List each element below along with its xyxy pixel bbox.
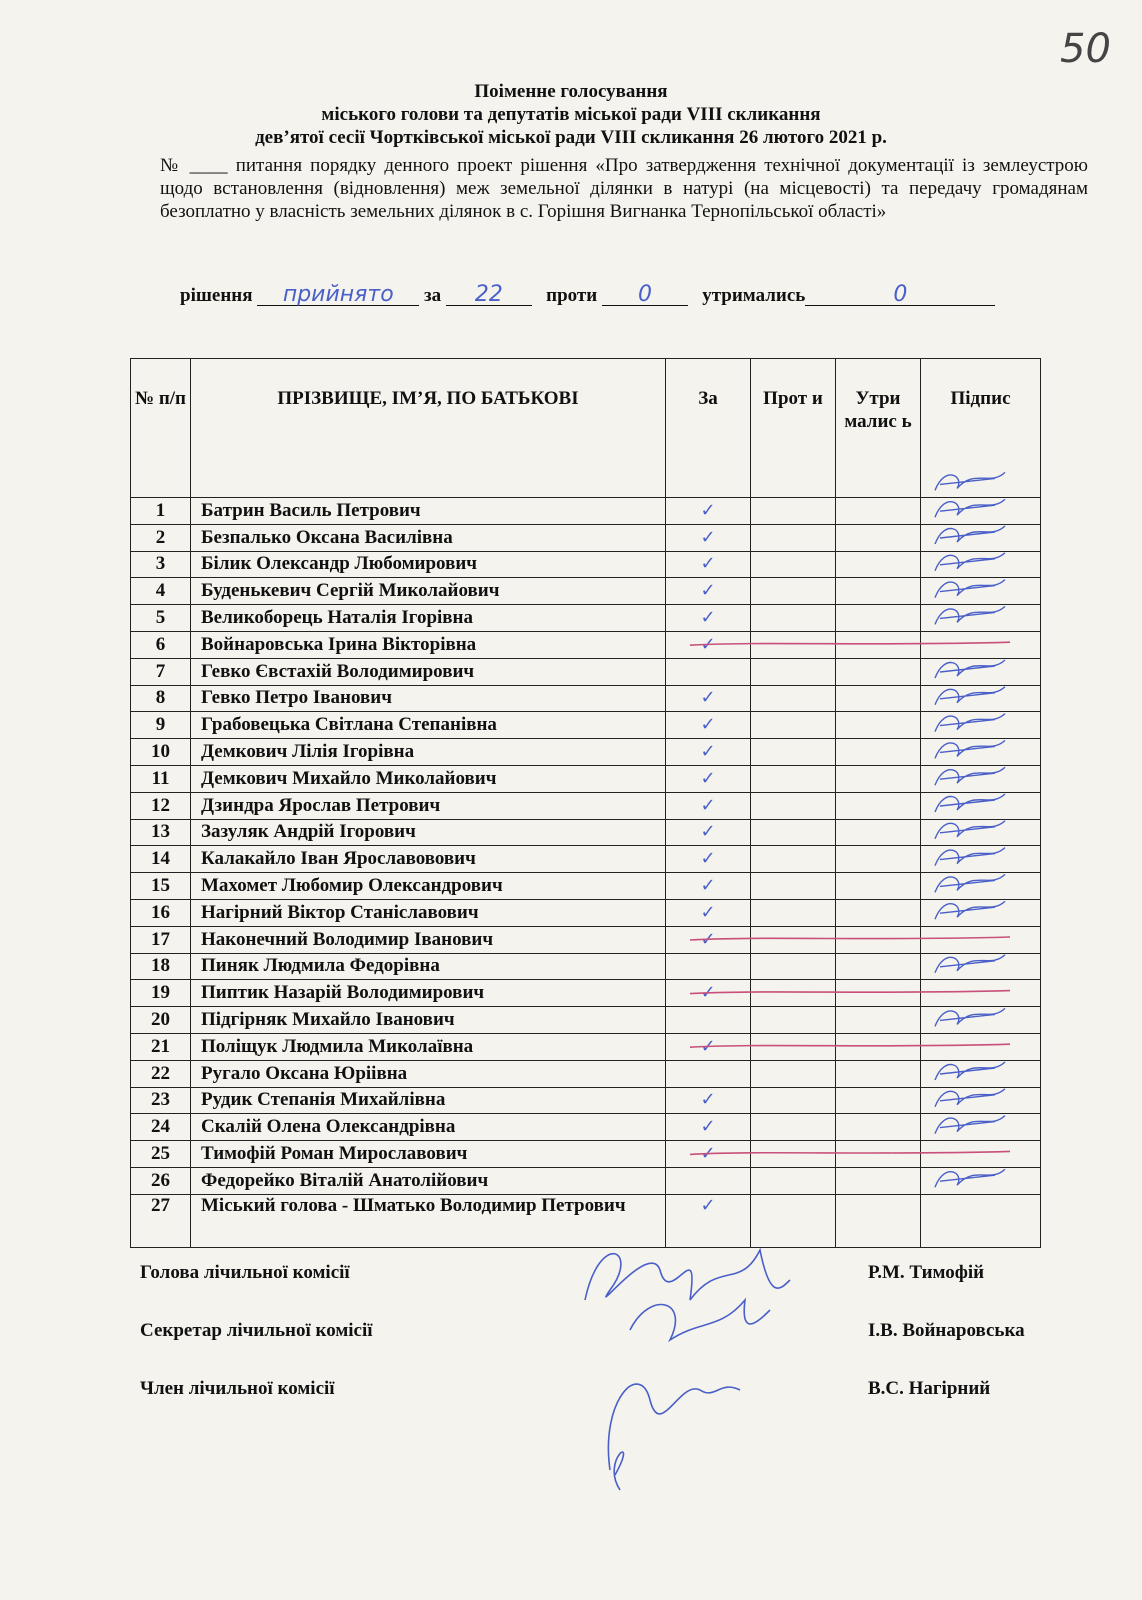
header-abstain: Утри малис ь — [836, 359, 921, 498]
vote-abstain-cell — [836, 739, 921, 766]
vote-abstain-cell — [836, 1060, 921, 1087]
row-number: 26 — [131, 1167, 191, 1194]
signature-cell — [921, 739, 1041, 766]
member-name: Великоборець Наталія Ігорівна — [191, 605, 666, 632]
signature-cell — [921, 1007, 1041, 1034]
table-row — [131, 498, 1041, 525]
vote-against-cell — [751, 1194, 836, 1247]
member-name: Дзиндра Ярослав Петрович — [191, 792, 666, 819]
for-count: 22 — [446, 285, 532, 306]
signature-cell — [921, 631, 1041, 658]
table-row — [131, 685, 1041, 712]
table-row — [131, 551, 1041, 578]
vote-for-cell — [666, 953, 751, 980]
vote-abstain-cell — [836, 1033, 921, 1060]
member-name: Батрин Василь Петрович — [191, 498, 666, 525]
table-row — [131, 605, 1041, 632]
vote-against-cell — [751, 792, 836, 819]
table-row — [131, 899, 1041, 926]
vote-abstain-cell — [836, 846, 921, 873]
member-name: Підгірняк Михайло Іванович — [191, 1007, 666, 1034]
row-number: 20 — [131, 1007, 191, 1034]
commission-signature-chair — [585, 1250, 790, 1300]
vote-for-cell: ✓ — [666, 873, 751, 900]
signature-cell — [921, 524, 1041, 551]
table-row — [131, 792, 1041, 819]
row-number: 19 — [131, 980, 191, 1007]
signature-cell — [921, 1194, 1041, 1247]
commission-signatures — [585, 1250, 790, 1490]
row-number: 13 — [131, 819, 191, 846]
table-header-row — [131, 359, 1041, 498]
table-row — [131, 1141, 1041, 1168]
row-number: 3 — [131, 551, 191, 578]
row-number: 8 — [131, 685, 191, 712]
row-number: 25 — [131, 1141, 191, 1168]
row-number: 17 — [131, 926, 191, 953]
vote-for-cell: ✓ — [666, 1194, 751, 1247]
vote-against-cell — [751, 739, 836, 766]
signature-cell — [921, 685, 1041, 712]
vote-against-cell — [751, 1087, 836, 1114]
vote-abstain-cell — [836, 899, 921, 926]
title-line-1: Поіменне голосування — [474, 81, 668, 102]
vote-against-cell — [751, 1060, 836, 1087]
vote-abstain-cell — [836, 605, 921, 632]
signature-cell — [921, 926, 1041, 953]
row-number: 27 — [131, 1194, 191, 1247]
row-number: 1 — [131, 498, 191, 525]
vote-for-cell: ✓ — [666, 1141, 751, 1168]
agenda-question: № ____ питання порядку денного проект рішення «Про затвердження технічної документації із землеустрою щодо встановлення (відновлення) меж земельної ділянки в натурі (на місцевості) та передачу громадянам безоплатно у власність земельних ділянок в с. Горішня Вигнанка Тернопільської області» — [160, 155, 1088, 222]
member-name: Безпалько Оксана Василівна — [191, 524, 666, 551]
vote-against-cell — [751, 1007, 836, 1034]
abstain-count: 0 — [805, 285, 995, 306]
table-row — [131, 873, 1041, 900]
vote-against-cell — [751, 1167, 836, 1194]
vote-for-cell: ✓ — [666, 712, 751, 739]
vote-for-cell: ✓ — [666, 578, 751, 605]
row-number: 21 — [131, 1033, 191, 1060]
table-row — [131, 631, 1041, 658]
vote-against-cell — [751, 1141, 836, 1168]
commission-name-2: І.В. Войнаровська — [868, 1320, 1025, 1341]
vote-against-cell — [751, 524, 836, 551]
table-row — [131, 819, 1041, 846]
commission-role-2: Секретар лічильної комісії — [140, 1320, 373, 1341]
member-name: Пиняк Людмила Федорівна — [191, 953, 666, 980]
vote-abstain-cell — [836, 1114, 921, 1141]
vote-against-cell — [751, 1033, 836, 1060]
vote-abstain-cell — [836, 1141, 921, 1168]
member-name: Буденькевич Сергій Миколайович — [191, 578, 666, 605]
vote-for-cell: ✓ — [666, 739, 751, 766]
member-name: Ругало Оксана Юріівна — [191, 1060, 666, 1087]
against-label: проти — [546, 285, 598, 306]
member-name: Демкович Лілія Ігорівна — [191, 739, 666, 766]
row-number: 9 — [131, 712, 191, 739]
signature-cell — [921, 953, 1041, 980]
votes-table — [130, 358, 1041, 1248]
vote-against-cell — [751, 980, 836, 1007]
row-number: 15 — [131, 873, 191, 900]
vote-for-cell: ✓ — [666, 792, 751, 819]
row-number: 5 — [131, 605, 191, 632]
vote-for-cell: ✓ — [666, 980, 751, 1007]
vote-against-cell — [751, 685, 836, 712]
vote-against-cell — [751, 873, 836, 900]
member-name: Тимофій Роман Мирославович — [191, 1141, 666, 1168]
vote-against-cell — [751, 605, 836, 632]
vote-against-cell — [751, 846, 836, 873]
vote-abstain-cell — [836, 551, 921, 578]
vote-for-cell — [666, 658, 751, 685]
member-name: Демкович Михайло Миколайович — [191, 765, 666, 792]
row-number: 7 — [131, 658, 191, 685]
row-number: 18 — [131, 953, 191, 980]
member-name: Гевко Євстахій Володимирович — [191, 658, 666, 685]
row-number: 11 — [131, 765, 191, 792]
title-line-3: дев’ятої сесії Чортківської міської ради VIII скликання 26 лютого 2021 р. — [255, 127, 887, 148]
table-row — [131, 1087, 1041, 1114]
vote-for-cell: ✓ — [666, 1087, 751, 1114]
signature-cell — [921, 819, 1041, 846]
member-name: Грабовецька Світлана Степанівна — [191, 712, 666, 739]
row-number: 6 — [131, 631, 191, 658]
vote-abstain-cell — [836, 765, 921, 792]
vote-against-cell — [751, 899, 836, 926]
table-row — [131, 1033, 1041, 1060]
vote-against-cell — [751, 578, 836, 605]
row-number: 12 — [131, 792, 191, 819]
vote-abstain-cell — [836, 819, 921, 846]
member-name: Наконечний Володимир Іванович — [191, 926, 666, 953]
row-number: 22 — [131, 1060, 191, 1087]
table-row — [131, 953, 1041, 980]
signature-cell — [921, 1060, 1041, 1087]
commission-name-3: В.С. Нагірний — [868, 1378, 991, 1399]
header-signature: Підпис — [921, 359, 1041, 498]
signature-cell — [921, 658, 1041, 685]
vote-abstain-cell — [836, 1194, 921, 1247]
commission-signature-secretary — [630, 1300, 770, 1340]
member-name: Пиптик Назарій Володимирович — [191, 980, 666, 1007]
table-row — [131, 1167, 1041, 1194]
vote-abstain-cell — [836, 980, 921, 1007]
signature-cell — [921, 1167, 1041, 1194]
header-num: № п/п — [131, 359, 191, 498]
table-row — [131, 739, 1041, 766]
commission-role-1: Голова лічильної комісії — [140, 1262, 350, 1283]
vote-abstain-cell — [836, 685, 921, 712]
signature-cell — [921, 1141, 1041, 1168]
abstain-label: утримались — [702, 285, 806, 306]
vote-abstain-cell — [836, 792, 921, 819]
table-row — [131, 765, 1041, 792]
signature-cell — [921, 551, 1041, 578]
signature-cell — [921, 1087, 1041, 1114]
table-row — [131, 1114, 1041, 1141]
row-number: 16 — [131, 899, 191, 926]
signature-cell — [921, 605, 1041, 632]
signature-cell — [921, 899, 1041, 926]
row-number: 14 — [131, 846, 191, 873]
vote-abstain-cell — [836, 1087, 921, 1114]
table-row — [131, 712, 1041, 739]
row-number: 10 — [131, 739, 191, 766]
signature-cell — [921, 498, 1041, 525]
decision-result: прийнято — [257, 285, 419, 306]
vote-for-cell — [666, 1060, 751, 1087]
vote-against-cell — [751, 819, 836, 846]
member-name: Нагірний Віктор Станіславович — [191, 899, 666, 926]
table-row — [131, 1060, 1041, 1087]
vote-against-cell — [751, 1114, 836, 1141]
commission-name-1: Р.М. Тимофій — [868, 1262, 985, 1283]
member-name: Зазуляк Андрій Ігорович — [191, 819, 666, 846]
decision-summary — [180, 282, 995, 307]
vote-abstain-cell — [836, 1167, 921, 1194]
signature-cell — [921, 792, 1041, 819]
commission-signature-member — [608, 1384, 740, 1490]
member-name: Білик Олександр Любомирович — [191, 551, 666, 578]
signature-cell — [921, 980, 1041, 1007]
vote-abstain-cell — [836, 712, 921, 739]
vote-against-cell — [751, 658, 836, 685]
vote-for-cell — [666, 1167, 751, 1194]
row-number: 24 — [131, 1114, 191, 1141]
vote-against-cell — [751, 551, 836, 578]
signature-cell — [921, 846, 1041, 873]
signature-cell — [921, 578, 1041, 605]
vote-abstain-cell — [836, 524, 921, 551]
header-against: Прот и — [751, 359, 836, 498]
member-name: Гевко Петро Іванович — [191, 685, 666, 712]
vote-abstain-cell — [836, 953, 921, 980]
against-count: 0 — [602, 285, 688, 306]
table-row — [131, 578, 1041, 605]
decision-label: рішення — [180, 285, 253, 306]
table-row — [131, 1007, 1041, 1034]
vote-for-cell: ✓ — [666, 1033, 751, 1060]
vote-for-cell: ✓ — [666, 846, 751, 873]
vote-against-cell — [751, 765, 836, 792]
table-row — [131, 846, 1041, 873]
member-name: Поліщук Людмила Миколаївна — [191, 1033, 666, 1060]
vote-for-cell: ✓ — [666, 551, 751, 578]
vote-abstain-cell — [836, 658, 921, 685]
vote-for-cell: ✓ — [666, 605, 751, 632]
row-number: 23 — [131, 1087, 191, 1114]
signature-cell — [921, 1114, 1041, 1141]
table-row — [131, 1194, 1041, 1247]
title-line-2: міського голови та депутатів міської ради VIII скликання — [321, 104, 821, 125]
vote-against-cell — [751, 712, 836, 739]
row-number: 4 — [131, 578, 191, 605]
table-row — [131, 980, 1041, 1007]
vote-for-cell: ✓ — [666, 524, 751, 551]
signature-cell — [921, 873, 1041, 900]
vote-for-cell: ✓ — [666, 685, 751, 712]
vote-abstain-cell — [836, 578, 921, 605]
vote-for-cell: ✓ — [666, 498, 751, 525]
page-number-text: 50 — [1060, 26, 1111, 72]
vote-for-cell: ✓ — [666, 631, 751, 658]
vote-against-cell — [751, 953, 836, 980]
vote-for-cell: ✓ — [666, 899, 751, 926]
header-name: ПРІЗВИЩЕ, ІМ’Я, ПО БАТЬКОВІ — [191, 359, 666, 498]
vote-against-cell — [751, 498, 836, 525]
vote-abstain-cell — [836, 873, 921, 900]
table-row — [131, 926, 1041, 953]
signature-cell — [921, 1033, 1041, 1060]
row-number: 2 — [131, 524, 191, 551]
vote-abstain-cell — [836, 926, 921, 953]
member-name: Міський голова - Шматько Володимир Петрович — [191, 1194, 666, 1247]
vote-abstain-cell — [836, 1007, 921, 1034]
commission-role-3: Член лічильної комісії — [140, 1378, 335, 1399]
vote-against-cell — [751, 926, 836, 953]
header-for: За — [666, 359, 751, 498]
member-name: Федорейко Віталій Анатолійович — [191, 1167, 666, 1194]
vote-for-cell: ✓ — [666, 926, 751, 953]
table-row — [131, 658, 1041, 685]
page-number — [1052, 22, 1132, 72]
vote-against-cell — [751, 631, 836, 658]
vote-abstain-cell — [836, 498, 921, 525]
member-name: Махомет Любомир Олександрович — [191, 873, 666, 900]
member-name: Скалій Олена Олександрівна — [191, 1114, 666, 1141]
signature-cell — [921, 712, 1041, 739]
vote-for-cell: ✓ — [666, 1114, 751, 1141]
for-label: за — [424, 285, 442, 306]
vote-abstain-cell — [836, 631, 921, 658]
table-row — [131, 524, 1041, 551]
vote-for-cell — [666, 1007, 751, 1034]
member-name: Калакайло Іван Ярославовович — [191, 846, 666, 873]
member-name: Рудик Степанія Михайлівна — [191, 1087, 666, 1114]
member-name: Войнаровська Ірина Вікторівна — [191, 631, 666, 658]
vote-for-cell: ✓ — [666, 765, 751, 792]
signature-cell — [921, 765, 1041, 792]
vote-for-cell: ✓ — [666, 819, 751, 846]
